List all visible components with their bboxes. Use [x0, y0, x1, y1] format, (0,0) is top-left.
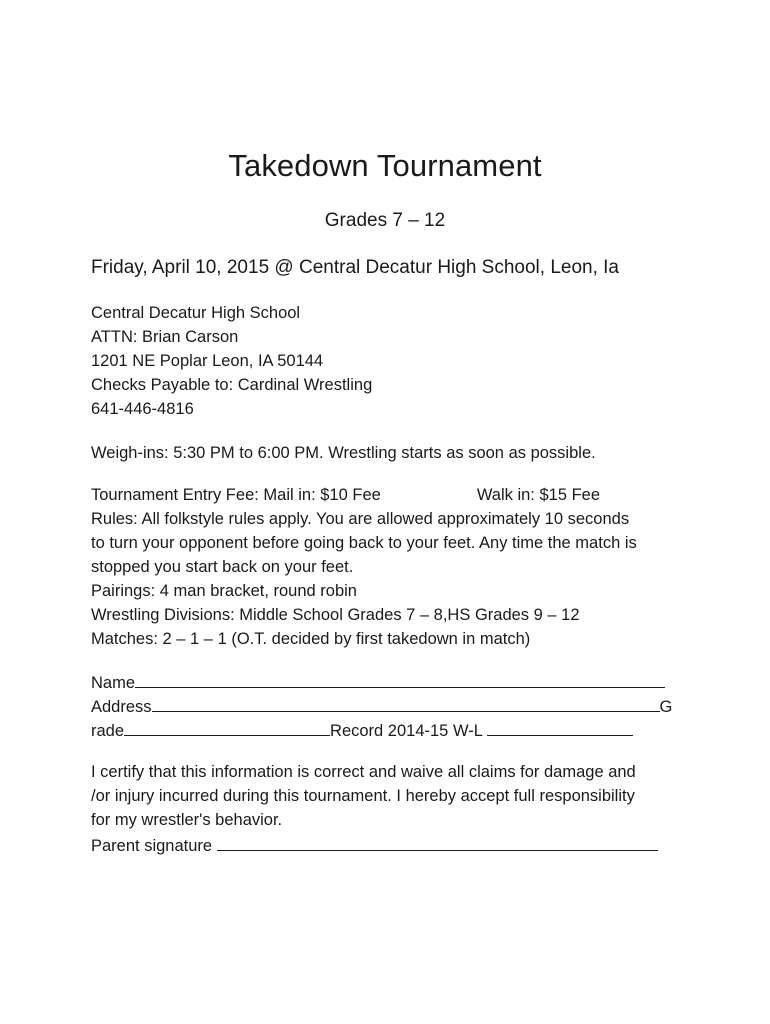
signature-label: Parent signature [91, 837, 217, 855]
grade-label-start: G [659, 698, 673, 716]
walk-in-fee: Walk in: $15 Fee [476, 486, 601, 504]
name-field[interactable] [135, 669, 665, 688]
address-line: Central Decatur High School [91, 304, 301, 322]
weigh-ins-text: Weigh-ins: 5:30 PM to 6:00 PM. Wrestling starts as soon as possible. [91, 444, 596, 462]
certify-line: I certify that this information is correct and waive all claims for damage and [91, 763, 636, 781]
mailing-address [91, 301, 372, 421]
rules-line: stopped you start back on your feet. [91, 558, 354, 576]
grade-record-row [91, 717, 672, 741]
certify-line: for my wrestler's behavior. [91, 811, 283, 829]
address-line: ATTN: Brian Carson [91, 328, 239, 346]
fee-line [91, 483, 637, 507]
weigh-ins-info [91, 441, 596, 465]
certify-line: /or injury incurred during this tournament. I hereby accept full responsibility [91, 787, 635, 805]
rules-line: Rules: All folkstyle rules apply. You are allowed approximately 10 seconds [91, 510, 630, 528]
divisions-line: Wrestling Divisions: Middle School Grades 7 – 8,HS Grades 9 – 12 [91, 606, 580, 624]
address-line: Checks Payable to: Cardinal Wrestling [91, 376, 373, 394]
tournament-rules [91, 483, 637, 651]
signature-row [91, 832, 658, 856]
record-field[interactable] [487, 717, 633, 736]
registration-form [91, 669, 672, 741]
grades-subtitle: Grades 7 – 12 [324, 210, 446, 231]
certification-statement [91, 760, 658, 856]
mail-in-fee: Tournament Entry Fee: Mail in: $10 Fee [91, 486, 381, 504]
record-label: Record 2014-15 W-L [330, 722, 487, 740]
document-title: Takedown Tournament [228, 148, 542, 183]
name-label: Name [91, 674, 136, 692]
matches-line: Matches: 2 – 1 – 1 (O.T. decided by first takedown in match) [91, 630, 531, 648]
address-field[interactable] [152, 693, 660, 712]
rules-line: to turn your opponent before going back to your feet. Any time the match is [91, 534, 637, 552]
event-date-location: Friday, April 10, 2015 @ Central Decatur High School, Leon, Ia [91, 257, 619, 278]
address-row [91, 693, 672, 717]
pairings-line: Pairings: 4 man bracket, round robin [91, 582, 357, 600]
grade-field[interactable] [124, 717, 330, 736]
address-line: 1201 NE Poplar Leon, IA 50144 [91, 352, 324, 370]
address-line: 641-446-4816 [91, 400, 194, 418]
parent-signature-field[interactable] [217, 832, 658, 851]
grade-label-end: rade [91, 722, 125, 740]
address-label: Address [91, 698, 152, 716]
name-row [91, 669, 672, 693]
